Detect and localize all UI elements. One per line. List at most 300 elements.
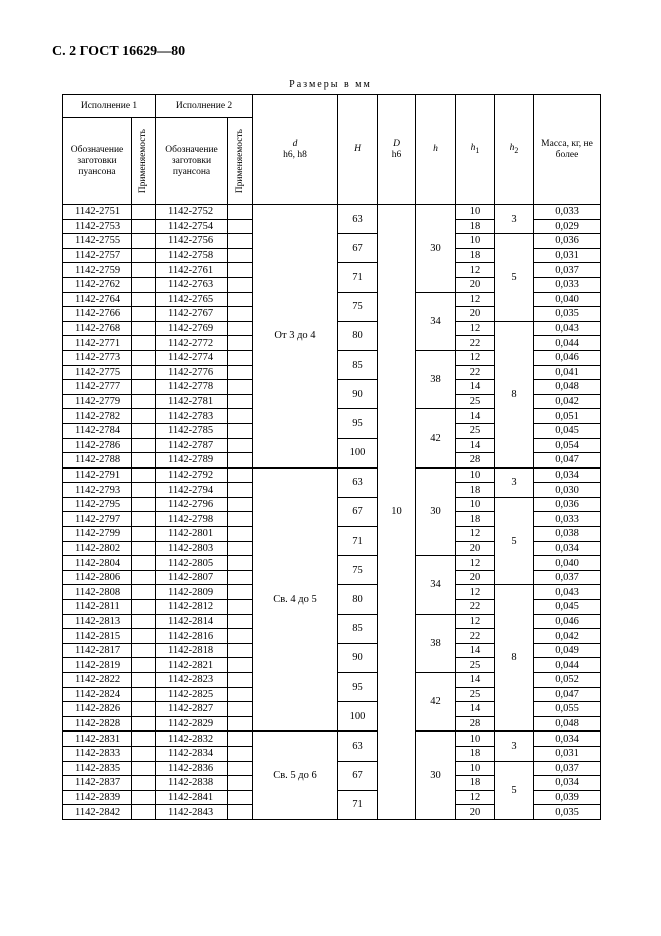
h1-cell: 22 [456,336,495,351]
oboz1-cell: 1142-2835 [63,761,132,776]
H-cell: 63 [338,731,378,761]
prim1-cell [132,438,156,453]
prim1-cell [132,394,156,409]
prim2-cell [228,468,253,483]
mass-cell: 0,038 [534,527,601,542]
mass-cell: 0,042 [534,629,601,644]
h2-cell: 5 [495,761,534,819]
h1-header: $h_1$ [456,95,495,205]
h1-cell: 28 [456,716,495,731]
oboz1-cell: 1142-2808 [63,585,132,600]
oboz1-cell: 1142-2833 [63,746,132,761]
prim2-cell [228,716,253,731]
oboz1-cell: 1142-2755 [63,234,132,249]
H-cell: 90 [338,643,378,672]
d-header: d h6, h8 [253,95,338,205]
oboz1-cell: 1142-2768 [63,321,132,336]
prim1-cell [132,468,156,483]
H-cell: 75 [338,556,378,585]
prim2-cell [228,570,253,585]
mass-cell: 0,037 [534,570,601,585]
ispolnenie2-header: Исполнение 2 [156,95,253,118]
h-header: h [416,95,456,205]
h1-cell: 10 [456,761,495,776]
prim1-cell [132,761,156,776]
oboz2-cell: 1142-2761 [156,263,228,278]
prim2-cell [228,205,253,220]
H-header: H [338,95,378,205]
prim1-cell [132,746,156,761]
oboz1-cell: 1142-2791 [63,468,132,483]
h1-cell: 10 [456,468,495,483]
prim2-cell [228,438,253,453]
mass-cell: 0,054 [534,438,601,453]
oboz1-cell: 1142-2777 [63,380,132,395]
oboz2-cell: 1142-2787 [156,438,228,453]
H-cell: 71 [338,527,378,556]
oboz2-cell: 1142-2783 [156,409,228,424]
oboz1-cell: 1142-2786 [63,438,132,453]
prim2-cell [228,600,253,615]
oboz2-cell: 1142-2798 [156,512,228,527]
prim1-cell [132,776,156,791]
oboz1-cell: 1142-2757 [63,248,132,263]
prim1-cell [132,658,156,673]
h1-cell: 10 [456,497,495,512]
H-cell: 100 [338,438,378,468]
H-cell: 71 [338,790,378,819]
H-cell: 63 [338,205,378,234]
prim1-cell [132,673,156,688]
prim2-cell [228,731,253,746]
oboz1-cell: 1142-2824 [63,687,132,702]
prim1-cell [132,219,156,234]
oboz2-cell: 1142-2807 [156,570,228,585]
oboz1-cell: 1142-2764 [63,292,132,307]
prim2-cell [228,658,253,673]
h1-cell: 12 [456,292,495,307]
prim1-cell [132,248,156,263]
oboz1-cell: 1142-2817 [63,643,132,658]
H-cell: 67 [338,497,378,526]
prim1-cell [132,497,156,512]
oboz1-cell: 1142-2753 [63,219,132,234]
oboz1-cell: 1142-2782 [63,409,132,424]
oboz2-cell: 1142-2789 [156,453,228,468]
mass-cell: 0,039 [534,790,601,805]
h-cell: 34 [416,292,456,350]
H-cell: 75 [338,292,378,321]
oboz2-cell: 1142-2821 [156,658,228,673]
prim1-cell [132,205,156,220]
h1-cell: 20 [456,541,495,556]
mass-cell: 0,033 [534,512,601,527]
mass-header: Масса, кг, не более [534,95,601,205]
h1-cell: 14 [456,380,495,395]
oboz1-cell: 1142-2795 [63,497,132,512]
H-cell: 71 [338,263,378,292]
prim2-cell [228,687,253,702]
h1-cell: 20 [456,277,495,292]
h2-cell: 5 [495,234,534,322]
oboz2-cell: 1142-2752 [156,205,228,220]
prim1-cell [132,731,156,746]
oboz1-cell: 1142-2762 [63,277,132,292]
h1-cell: 14 [456,409,495,424]
oboz2-cell: 1142-2769 [156,321,228,336]
prim2-cell [228,527,253,542]
oboz1-cell: 1142-2773 [63,350,132,365]
oboz2-cell: 1142-2794 [156,483,228,498]
h1-cell: 14 [456,438,495,453]
mass-cell: 0,036 [534,234,601,249]
H-cell: 63 [338,468,378,498]
H-cell: 67 [338,234,378,263]
d-cell: Св. 5 до 6 [253,731,338,819]
mass-cell: 0,033 [534,205,601,220]
oboz2-cell: 1142-2776 [156,365,228,380]
h1-cell: 12 [456,321,495,336]
mass-cell: 0,042 [534,394,601,409]
h1-cell: 22 [456,629,495,644]
oboz1-cell: 1142-2837 [63,776,132,791]
prim1-cell [132,541,156,556]
oboz2-header: Обозначение заготовки пуансона [156,118,228,205]
oboz1-cell: 1142-2766 [63,307,132,322]
H-cell: 67 [338,761,378,790]
oboz1-cell: 1142-2793 [63,483,132,498]
oboz2-cell: 1142-2785 [156,423,228,438]
prim2-cell [228,350,253,365]
h1-cell: 14 [456,643,495,658]
prim2-cell [228,219,253,234]
oboz1-cell: 1142-2797 [63,512,132,527]
oboz2-cell: 1142-2834 [156,746,228,761]
h2-header: $h_2$ [495,95,534,205]
mass-cell: 0,034 [534,468,601,483]
H-cell: 95 [338,673,378,702]
h1-cell: 18 [456,512,495,527]
prim1-cell [132,629,156,644]
h-cell: 30 [416,205,456,293]
oboz1-cell: 1142-2759 [63,263,132,278]
prim1-cell [132,702,156,717]
oboz2-cell: 1142-2843 [156,805,228,820]
h-cell: 42 [416,409,456,468]
prim2-cell [228,423,253,438]
mass-cell: 0,047 [534,453,601,468]
oboz1-cell: 1142-2813 [63,614,132,629]
h1-cell: 22 [456,365,495,380]
table-row [63,468,601,483]
mass-cell: 0,041 [534,365,601,380]
mass-cell: 0,040 [534,556,601,571]
prim1-cell [132,409,156,424]
oboz2-cell: 1142-2778 [156,380,228,395]
oboz2-cell: 1142-2818 [156,643,228,658]
prim1-cell [132,380,156,395]
oboz1-cell: 1142-2775 [63,365,132,380]
oboz1-cell: 1142-2788 [63,453,132,468]
mass-cell: 0,048 [534,716,601,731]
h1-cell: 14 [456,673,495,688]
prim2-cell [228,761,253,776]
h1-cell: 12 [456,614,495,629]
prim2-cell [228,409,253,424]
oboz2-cell: 1142-2812 [156,600,228,615]
prim2-cell [228,643,253,658]
h2-cell: 3 [495,205,534,234]
h1-cell: 20 [456,570,495,585]
oboz2-cell: 1142-2805 [156,556,228,571]
prim1-cell [132,263,156,278]
oboz2-cell: 1142-2825 [156,687,228,702]
oboz1-cell: 1142-2806 [63,570,132,585]
prim2-cell [228,292,253,307]
prim2-cell [228,556,253,571]
prim1-cell [132,716,156,731]
prim1-cell [132,336,156,351]
oboz1-cell: 1142-2802 [63,541,132,556]
prim2-cell [228,805,253,820]
oboz2-cell: 1142-2772 [156,336,228,351]
oboz2-cell: 1142-2814 [156,614,228,629]
h1-cell: 25 [456,687,495,702]
oboz2-cell: 1142-2763 [156,277,228,292]
h1-cell: 25 [456,394,495,409]
mass-cell: 0,043 [534,585,601,600]
h1-cell: 22 [456,600,495,615]
prim1-cell [132,614,156,629]
prim1-cell [132,570,156,585]
prim2-cell [228,336,253,351]
prim1-cell [132,234,156,249]
oboz2-cell: 1142-2838 [156,776,228,791]
prim1-cell [132,483,156,498]
oboz1-cell: 1142-2804 [63,556,132,571]
oboz2-cell: 1142-2832 [156,731,228,746]
mass-cell: 0,045 [534,423,601,438]
prim2-cell [228,497,253,512]
prim1-cell [132,600,156,615]
h1-cell: 12 [456,527,495,542]
dimensions-table [62,94,601,820]
h1-cell: 14 [456,702,495,717]
mass-cell: 0,052 [534,673,601,688]
oboz2-cell: 1142-2754 [156,219,228,234]
prim1-cell [132,292,156,307]
oboz1-cell: 1142-2751 [63,205,132,220]
prim1-cell [132,805,156,820]
oboz1-cell: 1142-2799 [63,527,132,542]
oboz2-cell: 1142-2792 [156,468,228,483]
h1-cell: 12 [456,790,495,805]
ispolnenie1-header: Исполнение 1 [63,95,156,118]
oboz2-cell: 1142-2774 [156,350,228,365]
prim2-cell [228,365,253,380]
D-cell: 10 [378,205,416,820]
prim2-cell [228,263,253,278]
D-header: D h6 [378,95,416,205]
prim1-cell [132,790,156,805]
h1-cell: 10 [456,731,495,746]
mass-cell: 0,040 [534,292,601,307]
prim2-cell [228,380,253,395]
oboz1-cell: 1142-2784 [63,423,132,438]
h1-cell: 20 [456,805,495,820]
mass-cell: 0,044 [534,336,601,351]
mass-cell: 0,033 [534,277,601,292]
h2-cell: 3 [495,731,534,761]
prim2-cell [228,746,253,761]
table-row [63,205,601,220]
prim2-cell [228,776,253,791]
units-caption: Размеры в мм [289,79,372,90]
H-cell: 80 [338,321,378,350]
h1-cell: 25 [456,423,495,438]
oboz2-cell: 1142-2767 [156,307,228,322]
h1-cell: 10 [456,205,495,220]
oboz2-cell: 1142-2823 [156,673,228,688]
prim2-cell [228,702,253,717]
oboz2-cell: 1142-2756 [156,234,228,249]
mass-cell: 0,034 [534,776,601,791]
h-cell: 42 [416,673,456,732]
mass-cell: 0,055 [534,702,601,717]
prim2-header: Применяемость [228,118,253,205]
oboz1-cell: 1142-2815 [63,629,132,644]
prim2-cell [228,394,253,409]
oboz2-cell: 1142-2758 [156,248,228,263]
mass-cell: 0,034 [534,731,601,746]
prim2-cell [228,277,253,292]
h-cell: 38 [416,614,456,672]
oboz2-cell: 1142-2816 [156,629,228,644]
mass-cell: 0,037 [534,263,601,278]
prim2-cell [228,512,253,527]
mass-cell: 0,043 [534,321,601,336]
H-cell: 90 [338,380,378,409]
h-cell: 38 [416,350,456,408]
prim2-cell [228,453,253,468]
mass-cell: 0,029 [534,219,601,234]
H-cell: 85 [338,614,378,643]
h1-cell: 12 [456,350,495,365]
h1-cell: 18 [456,483,495,498]
mass-cell: 0,036 [534,497,601,512]
page-header: С. 2 ГОСТ 16629—80 [52,44,186,59]
oboz1-cell: 1142-2828 [63,716,132,731]
prim2-cell [228,307,253,322]
mass-cell: 0,049 [534,643,601,658]
oboz2-cell: 1142-2801 [156,527,228,542]
mass-cell: 0,047 [534,687,601,702]
h1-cell: 28 [456,453,495,468]
oboz2-cell: 1142-2796 [156,497,228,512]
h1-cell: 12 [456,556,495,571]
h1-cell: 18 [456,219,495,234]
h1-cell: 10 [456,234,495,249]
H-cell: 100 [338,702,378,732]
H-cell: 80 [338,585,378,614]
H-cell: 85 [338,350,378,379]
h1-cell: 18 [456,776,495,791]
oboz1-cell: 1142-2811 [63,600,132,615]
h2-cell: 8 [495,585,534,731]
oboz1-cell: 1142-2831 [63,731,132,746]
h-cell: 30 [416,731,456,819]
prim1-cell [132,453,156,468]
mass-cell: 0,031 [534,248,601,263]
mass-cell: 0,046 [534,350,601,365]
d-cell: Св. 4 до 5 [253,468,338,732]
prim2-cell [228,321,253,336]
oboz1-cell: 1142-2822 [63,673,132,688]
oboz2-cell: 1142-2841 [156,790,228,805]
prim2-cell [228,614,253,629]
prim2-cell [228,234,253,249]
oboz1-cell: 1142-2842 [63,805,132,820]
prim1-cell [132,585,156,600]
prim1-cell [132,643,156,658]
prim1-cell [132,277,156,292]
prim1-cell [132,321,156,336]
h1-cell: 12 [456,263,495,278]
oboz1-cell: 1142-2839 [63,790,132,805]
prim2-cell [228,629,253,644]
prim2-cell [228,483,253,498]
prim2-cell [228,673,253,688]
oboz2-cell: 1142-2781 [156,394,228,409]
oboz2-cell: 1142-2803 [156,541,228,556]
h1-cell: 12 [456,585,495,600]
mass-cell: 0,046 [534,614,601,629]
prim1-cell [132,307,156,322]
oboz1-cell: 1142-2819 [63,658,132,673]
prim1-cell [132,556,156,571]
prim1-cell [132,423,156,438]
oboz2-cell: 1142-2827 [156,702,228,717]
h1-cell: 20 [456,307,495,322]
oboz1-header: Обозначение заготовки пуансона [63,118,132,205]
h2-cell: 5 [495,497,534,585]
oboz2-cell: 1142-2829 [156,716,228,731]
oboz2-cell: 1142-2836 [156,761,228,776]
oboz2-cell: 1142-2765 [156,292,228,307]
h-cell: 34 [416,556,456,614]
prim2-cell [228,248,253,263]
mass-cell: 0,034 [534,541,601,556]
prim2-cell [228,541,253,556]
h1-cell: 18 [456,248,495,263]
oboz1-cell: 1142-2779 [63,394,132,409]
oboz2-cell: 1142-2809 [156,585,228,600]
mass-cell: 0,035 [534,805,601,820]
mass-cell: 0,030 [534,483,601,498]
h-cell: 30 [416,468,456,556]
h1-cell: 25 [456,658,495,673]
mass-cell: 0,051 [534,409,601,424]
table-row [63,731,601,746]
prim1-cell [132,527,156,542]
prim2-cell [228,790,253,805]
prim1-header: Применяемость [132,118,156,205]
h1-cell: 18 [456,746,495,761]
mass-cell: 0,037 [534,761,601,776]
oboz1-cell: 1142-2826 [63,702,132,717]
prim1-cell [132,365,156,380]
h2-cell: 3 [495,468,534,498]
